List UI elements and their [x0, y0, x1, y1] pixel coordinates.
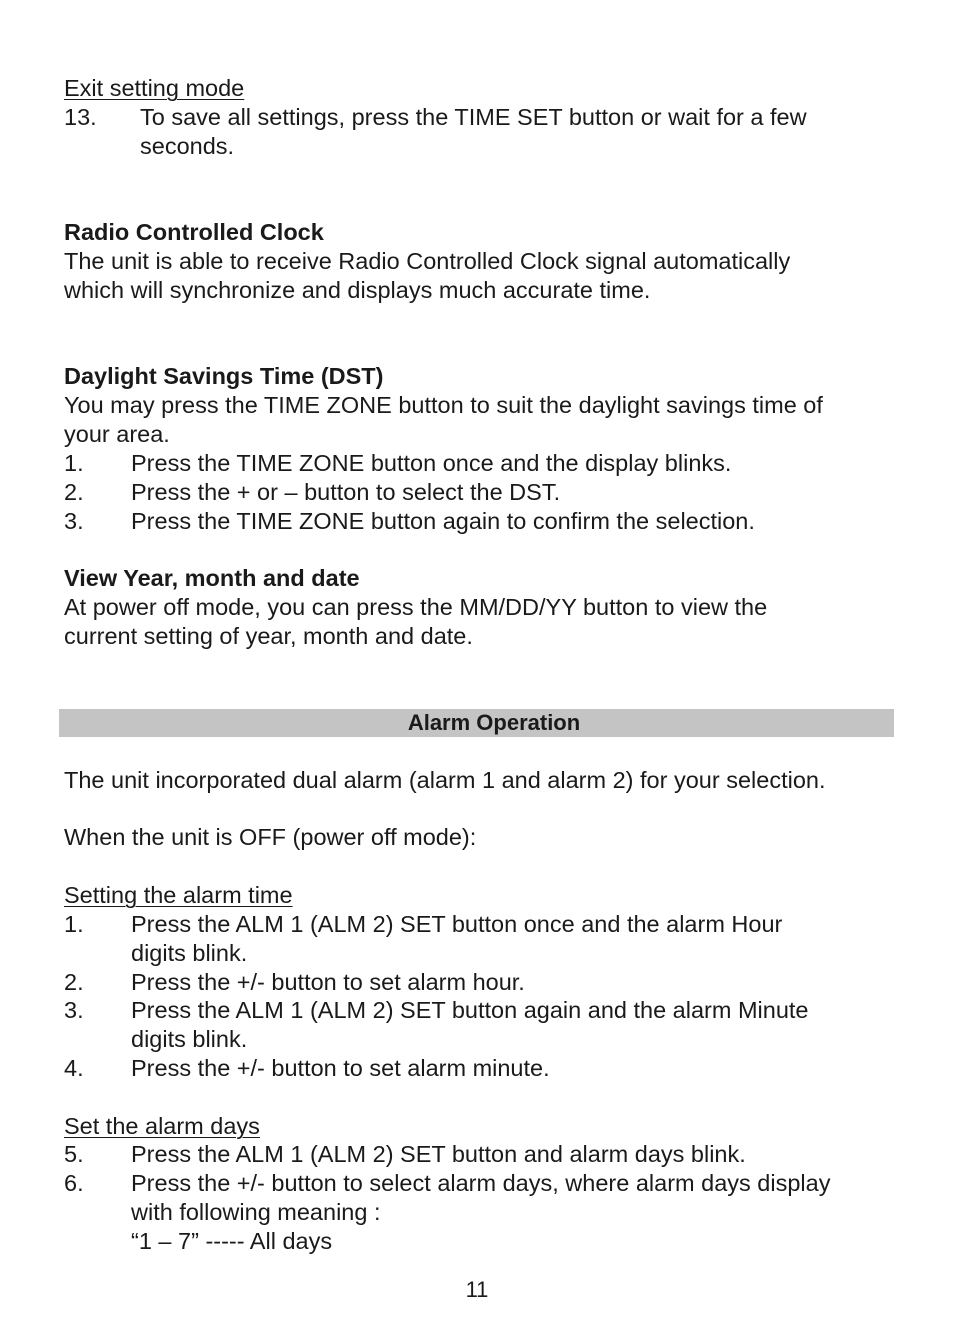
alarm-step-text: Press the +/- button to set alarm hour. — [131, 969, 525, 995]
rcc-paragraph-line1: The unit is able to receive Radio Controlled Clock signal automatically — [64, 248, 791, 274]
dst-step-number: 2. — [64, 479, 84, 505]
set-alarm-days-heading: Set the alarm days — [64, 1113, 260, 1139]
step-text-13: To save all settings, press the TIME SET button or wait for a few — [140, 104, 807, 130]
alarm-operation-banner — [59, 709, 894, 737]
alarm-step-number: 2. — [64, 969, 84, 995]
alarm-step-number: 3. — [64, 997, 84, 1023]
alarm-step-number: 1. — [64, 911, 84, 937]
days-step-number: 6. — [64, 1170, 84, 1196]
alarm-step-text-cont: digits blink. — [131, 940, 248, 966]
alarm-step-text: Press the ALM 1 (ALM 2) SET button once and the alarm Hour — [131, 911, 783, 937]
dst-paragraph-line1: You may press the TIME ZONE button to suit the daylight savings time of — [64, 392, 823, 418]
alarm-power-off-note: When the unit is OFF (power off mode): — [64, 824, 477, 850]
days-step-number: 5. — [64, 1141, 84, 1167]
view-date-paragraph-line1: At power off mode, you can press the MM/DD/YY button to view the — [64, 594, 768, 620]
dst-step-text: Press the TIME ZONE button again to confirm the selection. — [131, 508, 755, 534]
rcc-paragraph-line2: which will synchronize and displays much accurate time. — [64, 277, 651, 303]
step-number-13: 13. — [64, 104, 97, 130]
view-date-paragraph-line2: current setting of year, month and date. — [64, 623, 473, 649]
dst-step-number: 3. — [64, 508, 84, 534]
setting-alarm-time-heading: Setting the alarm time — [64, 882, 293, 908]
dst-paragraph-line2: your area. — [64, 421, 170, 447]
days-step-text: Press the ALM 1 (ALM 2) SET button and alarm days blink. — [131, 1141, 746, 1167]
dst-step-text: Press the + or – button to select the DST. — [131, 479, 561, 505]
dst-step-text: Press the TIME ZONE button once and the display blinks. — [131, 450, 732, 476]
exit-setting-heading: Exit setting mode — [64, 75, 245, 101]
alarm-step-text: Press the ALM 1 (ALM 2) SET button again and the alarm Minute — [131, 997, 809, 1023]
step-text-13-cont: seconds. — [140, 133, 235, 159]
dst-step-number: 1. — [64, 450, 84, 476]
alarm-operation-title: Alarm Operation — [407, 710, 581, 735]
days-step-text-cont: with following meaning : — [131, 1199, 381, 1225]
alarm-step-number: 4. — [64, 1055, 84, 1081]
alarm-step-text: Press the +/- button to set alarm minute. — [131, 1055, 550, 1081]
rcc-heading: Radio Controlled Clock — [64, 219, 324, 245]
alarm-step-text-cont: digits blink. — [131, 1026, 248, 1052]
days-meaning-all-days: “1 – 7” ----- All days — [131, 1228, 333, 1254]
dst-heading: Daylight Savings Time (DST) — [64, 363, 384, 389]
page-number: 11 — [465, 1277, 489, 1302]
view-date-heading: View Year, month and date — [64, 565, 360, 591]
days-step-text: Press the +/- button to select alarm days, where alarm days display — [131, 1170, 831, 1196]
alarm-intro: The unit incorporated dual alarm (alarm 1 and alarm 2) for your selection. — [64, 767, 826, 793]
